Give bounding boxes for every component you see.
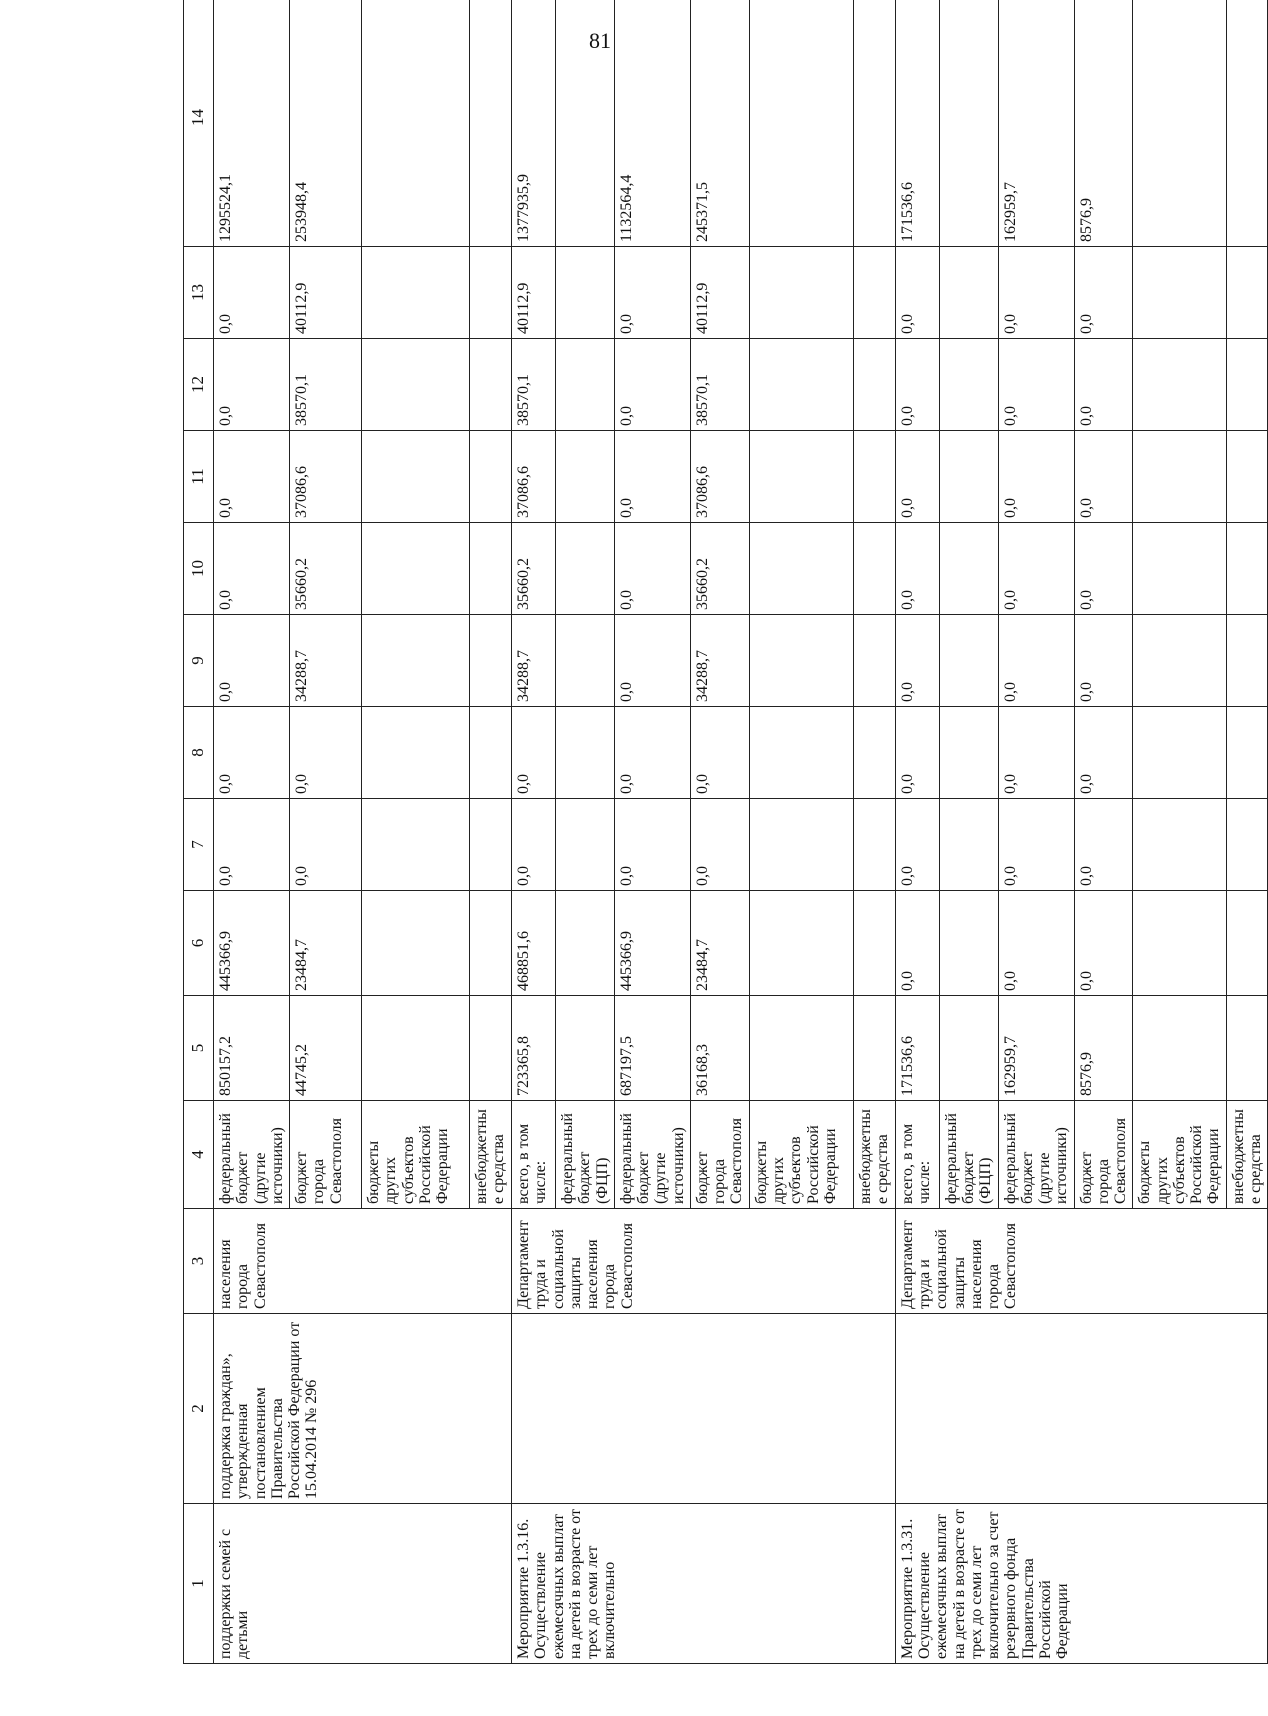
table-body <box>184 0 1268 1664</box>
funding-table <box>183 0 1268 1664</box>
value-cell <box>1226 615 1268 707</box>
value-cell <box>939 891 998 996</box>
value-cell: 0,0 <box>1074 431 1133 523</box>
value-cell: 0,0 <box>998 431 1074 523</box>
funding-source-cell: бюджеты других субъектов Российской Федерации <box>1133 1101 1226 1209</box>
value-cell: 0,0 <box>1074 339 1133 431</box>
value-cell <box>1133 431 1226 523</box>
funding-source-cell: внебюджетные средства <box>1226 1101 1268 1209</box>
value-cell <box>749 996 853 1101</box>
value-cell <box>362 523 470 615</box>
block1-col3-cell: населения города Севастополя <box>214 1209 512 1314</box>
value-cell <box>362 431 470 523</box>
value-cell: 0,0 <box>690 707 749 799</box>
funding-source-cell: внебюджетные средства <box>853 1101 895 1209</box>
value-cell: 0,0 <box>895 247 939 339</box>
value-cell <box>1226 247 1268 339</box>
funding-source-cell: всего, в том числе: <box>512 1101 556 1209</box>
value-cell: 8576,9 <box>1074 0 1133 247</box>
value-cell <box>556 339 615 431</box>
value-cell <box>470 0 512 247</box>
value-cell <box>556 0 615 247</box>
value-cell <box>939 707 998 799</box>
value-cell: 0,0 <box>614 523 690 615</box>
funding-source-cell: бюджеты других субъектов Российской Федерации <box>362 1101 470 1209</box>
header-row <box>184 0 214 1664</box>
funding-source-cell: федеральный бюджет (ФЦП) <box>939 1101 998 1209</box>
value-cell: 0,0 <box>895 615 939 707</box>
column-number: 2 <box>184 1314 214 1504</box>
value-cell: 0,0 <box>998 247 1074 339</box>
value-cell: 1295524,1 <box>214 0 290 247</box>
value-cell: 0,0 <box>614 431 690 523</box>
value-cell: 0,0 <box>998 707 1074 799</box>
value-cell <box>853 0 895 247</box>
column-number: 4 <box>184 1101 214 1209</box>
funding-source-cell: бюджет города Севастополя <box>1074 1101 1133 1209</box>
value-cell <box>1226 891 1268 996</box>
value-cell: 0,0 <box>998 891 1074 996</box>
value-cell <box>749 891 853 996</box>
value-cell: 0,0 <box>614 799 690 891</box>
funding-source-cell: всего, в том числе: <box>895 1101 939 1209</box>
value-cell <box>1226 523 1268 615</box>
value-cell <box>853 707 895 799</box>
value-cell: 0,0 <box>1074 707 1133 799</box>
value-cell <box>853 523 895 615</box>
value-cell <box>1133 799 1226 891</box>
value-cell: 0,0 <box>1074 891 1133 996</box>
value-cell <box>749 615 853 707</box>
table-row <box>214 0 290 1664</box>
column-number: 6 <box>184 891 214 996</box>
value-cell <box>1133 0 1226 247</box>
value-cell <box>749 523 853 615</box>
block3-col2-cell <box>895 1314 1268 1504</box>
value-cell <box>853 247 895 339</box>
value-cell: 34288,7 <box>512 615 556 707</box>
value-cell <box>939 615 998 707</box>
value-cell: 23484,7 <box>690 891 749 996</box>
value-cell: 0,0 <box>690 799 749 891</box>
column-number: 14 <box>184 0 214 247</box>
value-cell <box>1226 0 1268 247</box>
funding-source-cell: бюджет города Севастополя <box>290 1101 362 1209</box>
value-cell: 35660,2 <box>690 523 749 615</box>
column-number: 10 <box>184 523 214 615</box>
value-cell: 171536,6 <box>895 0 939 247</box>
value-cell <box>1133 996 1226 1101</box>
value-cell: 0,0 <box>214 799 290 891</box>
value-cell: 687197,5 <box>614 996 690 1101</box>
block2-col1-cell: Мероприятие 1.3.16. Осуществление ежемесячных выплат на детей в возрасте от трех до семи лет включительно <box>512 1504 896 1664</box>
value-cell: 37086,6 <box>512 431 556 523</box>
value-cell <box>362 891 470 996</box>
value-cell <box>939 431 998 523</box>
value-cell <box>939 799 998 891</box>
value-cell: 37086,6 <box>690 431 749 523</box>
value-cell: 1132564,4 <box>614 0 690 247</box>
column-number: 7 <box>184 799 214 891</box>
value-cell: 35660,2 <box>512 523 556 615</box>
funding-source-cell: бюджеты других субъектов Российской Федерации <box>749 1101 853 1209</box>
value-cell <box>939 0 998 247</box>
value-cell <box>470 891 512 996</box>
value-cell <box>1226 996 1268 1101</box>
value-cell <box>362 0 470 247</box>
value-cell <box>1226 707 1268 799</box>
block2-col3-cell: Департамент труда и социальной защиты населения города Севастополя <box>512 1209 896 1314</box>
value-cell <box>749 707 853 799</box>
value-cell: 253948,4 <box>290 0 362 247</box>
value-cell: 0,0 <box>214 247 290 339</box>
value-cell: 0,0 <box>998 615 1074 707</box>
value-cell <box>556 523 615 615</box>
value-cell: 0,0 <box>214 615 290 707</box>
value-cell: 0,0 <box>214 339 290 431</box>
column-number: 5 <box>184 996 214 1101</box>
value-cell: 0,0 <box>614 247 690 339</box>
value-cell <box>362 799 470 891</box>
value-cell: 445366,9 <box>614 891 690 996</box>
value-cell <box>556 431 615 523</box>
value-cell <box>470 707 512 799</box>
value-cell: 0,0 <box>1074 523 1133 615</box>
value-cell: 0,0 <box>895 523 939 615</box>
value-cell <box>1133 615 1226 707</box>
value-cell <box>470 799 512 891</box>
value-cell <box>939 339 998 431</box>
value-cell <box>939 247 998 339</box>
value-cell: 0,0 <box>290 799 362 891</box>
value-cell: 445366,9 <box>214 891 290 996</box>
value-cell <box>853 799 895 891</box>
value-cell: 850157,2 <box>214 996 290 1101</box>
value-cell: 0,0 <box>895 799 939 891</box>
column-number: 13 <box>184 247 214 339</box>
value-cell <box>853 996 895 1101</box>
value-cell <box>749 339 853 431</box>
value-cell: 8576,9 <box>1074 996 1133 1101</box>
value-cell: 0,0 <box>290 707 362 799</box>
value-cell: 40112,9 <box>290 247 362 339</box>
value-cell: 34288,7 <box>690 615 749 707</box>
column-number: 8 <box>184 707 214 799</box>
value-cell: 34288,7 <box>290 615 362 707</box>
value-cell <box>939 996 998 1101</box>
value-cell <box>853 615 895 707</box>
value-cell <box>1133 247 1226 339</box>
column-number: 1 <box>184 1504 214 1664</box>
value-cell <box>749 0 853 247</box>
value-cell <box>470 247 512 339</box>
value-cell <box>1133 891 1226 996</box>
value-cell <box>1226 339 1268 431</box>
funding-source-cell: федеральный бюджет (другие источники) <box>214 1101 290 1209</box>
value-cell: 0,0 <box>895 339 939 431</box>
value-cell <box>470 996 512 1101</box>
value-cell <box>556 996 615 1101</box>
value-cell: 0,0 <box>214 523 290 615</box>
value-cell <box>853 339 895 431</box>
value-cell <box>362 247 470 339</box>
value-cell: 38570,1 <box>690 339 749 431</box>
value-cell: 162959,7 <box>998 0 1074 247</box>
value-cell <box>556 707 615 799</box>
funding-source-cell: бюджет города Севастополя <box>690 1101 749 1209</box>
value-cell <box>1133 339 1226 431</box>
value-cell <box>470 339 512 431</box>
funding-source-cell: федеральный бюджет (другие источники) <box>998 1101 1074 1209</box>
value-cell: 0,0 <box>895 431 939 523</box>
block1-col2-cell: поддержка граждан», утвержденная постановлением Правительства Российской Федерации от 15.04.2014 № 296 <box>214 1314 512 1504</box>
column-number: 11 <box>184 431 214 523</box>
value-cell: 0,0 <box>895 707 939 799</box>
value-cell: 0,0 <box>1074 247 1133 339</box>
value-cell: 0,0 <box>998 799 1074 891</box>
value-cell: 162959,7 <box>998 996 1074 1101</box>
value-cell <box>362 615 470 707</box>
value-cell: 0,0 <box>1074 799 1133 891</box>
value-cell: 0,0 <box>1074 615 1133 707</box>
value-cell: 245371,5 <box>690 0 749 247</box>
value-cell: 0,0 <box>998 339 1074 431</box>
value-cell: 0,0 <box>895 891 939 996</box>
value-cell <box>939 523 998 615</box>
value-cell: 35660,2 <box>290 523 362 615</box>
value-cell: 171536,6 <box>895 996 939 1101</box>
value-cell <box>853 431 895 523</box>
value-cell <box>749 247 853 339</box>
table-row <box>512 0 556 1664</box>
page-number: 81 <box>589 28 611 53</box>
value-cell: 723365,8 <box>512 996 556 1101</box>
value-cell <box>749 799 853 891</box>
funding-source-cell: федеральный бюджет (ФЦП) <box>556 1101 615 1209</box>
value-cell <box>362 339 470 431</box>
value-cell <box>556 799 615 891</box>
value-cell: 44745,2 <box>290 996 362 1101</box>
column-number: 3 <box>184 1209 214 1314</box>
value-cell <box>470 523 512 615</box>
value-cell: 0,0 <box>512 707 556 799</box>
value-cell: 1377935,9 <box>512 0 556 247</box>
value-cell <box>556 615 615 707</box>
value-cell <box>853 891 895 996</box>
value-cell <box>1226 799 1268 891</box>
value-cell: 0,0 <box>998 523 1074 615</box>
value-cell: 0,0 <box>512 799 556 891</box>
column-number: 12 <box>184 339 214 431</box>
value-cell: 0,0 <box>214 431 290 523</box>
value-cell <box>470 431 512 523</box>
value-cell: 0,0 <box>214 707 290 799</box>
value-cell: 0,0 <box>614 707 690 799</box>
value-cell: 37086,6 <box>290 431 362 523</box>
value-cell: 0,0 <box>614 339 690 431</box>
value-cell: 40112,9 <box>512 247 556 339</box>
block3-col1-cell: Мероприятие 1.3.31. Осуществление ежемесячных выплат на детей в возрасте от трех до семи лет включительно за счет резервного фонда Правительства Российской Федерации <box>895 1504 1268 1664</box>
table-row <box>895 0 939 1664</box>
value-cell: 468851,6 <box>512 891 556 996</box>
block1-col1-cell: поддержки семей с детьми <box>214 1504 512 1664</box>
rotated-sheet <box>183 0 1264 1664</box>
value-cell <box>749 431 853 523</box>
column-number: 9 <box>184 615 214 707</box>
value-cell <box>1133 523 1226 615</box>
value-cell: 38570,1 <box>512 339 556 431</box>
value-cell <box>362 996 470 1101</box>
block2-col2-cell <box>512 1314 896 1504</box>
value-cell <box>556 891 615 996</box>
value-cell: 38570,1 <box>290 339 362 431</box>
value-cell: 0,0 <box>614 615 690 707</box>
value-cell <box>362 707 470 799</box>
block3-col3-cell: Департамент труда и социальной защиты населения города Севастополя <box>895 1209 1268 1314</box>
value-cell: 40112,9 <box>690 247 749 339</box>
value-cell <box>1133 707 1226 799</box>
value-cell <box>470 615 512 707</box>
funding-source-cell: федеральный бюджет (другие источники) <box>614 1101 690 1209</box>
value-cell <box>556 247 615 339</box>
value-cell: 36168,3 <box>690 996 749 1101</box>
value-cell <box>1226 431 1268 523</box>
value-cell: 23484,7 <box>290 891 362 996</box>
funding-source-cell: внебюджетные средства <box>470 1101 512 1209</box>
